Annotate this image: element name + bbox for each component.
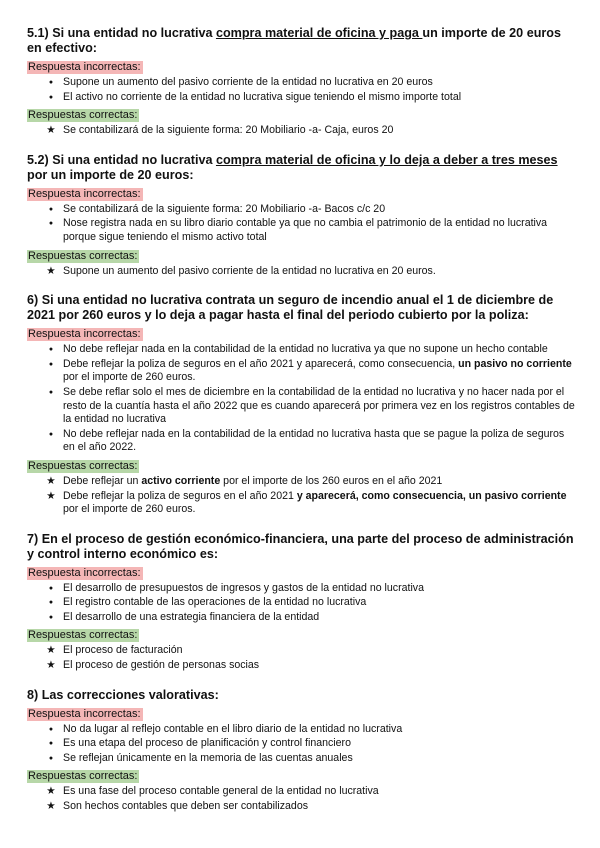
- bullet-icon: [45, 91, 57, 106]
- incorrect-answers-list: [27, 76, 575, 104]
- list-item: ★ Supone un aumento del pasivo corriente de la entidad no lucrativa en 20 euros.: [27, 265, 575, 279]
- bullet-icon: [45, 386, 57, 401]
- list-item: ● Nose registra nada en su libro diario contable ya que no cambia el patrimonio de la entidad no lucrativa porque sigue teniendo el mismo activo total: [27, 217, 575, 244]
- list-item: ● No da lugar al reflejo contable en el libro diario de la entidad no lucrativa: [27, 723, 575, 737]
- list-item: ★ El proceso de gestión de personas socias: [27, 659, 575, 673]
- question-8: [27, 688, 575, 814]
- correct-answers-label: Respuestas correctas:: [28, 629, 138, 642]
- list-item: ★ Son hechos contables que deben ser contabilizados: [27, 800, 575, 814]
- bullet-icon: [45, 358, 57, 373]
- list-item: ● Se debe reflar solo el mes de diciembre en la contabilidad de la entidad no lucrativa y no hacer nada por el resto de la cuantía hasta el año 2022 que es cuando aparecerá por primera vez en los registros contables de la entidad no lucrativa: [27, 386, 575, 427]
- list-item: ● Se contabilizará de la siguiente forma: 20 Mobiliario -a- Bacos c/c 20: [27, 203, 575, 217]
- bullet-icon: [45, 723, 57, 738]
- list-item: ● Supone un aumento del pasivo corriente de la entidad no lucrativa en 20 euros: [27, 76, 575, 90]
- question-title: 7) En el proceso de gestión económico-financiera, una parte del proceso de administración y control interno económico es:: [27, 531, 574, 561]
- question-5-2: [27, 153, 575, 278]
- correct-answers-list: [27, 265, 575, 279]
- bullet-icon: [45, 217, 57, 232]
- question-title: 8) Las correcciones valorativas:: [27, 687, 219, 702]
- bullet-icon: [45, 343, 57, 358]
- incorrect-answers-list: [27, 723, 575, 766]
- correct-answers-list: [27, 644, 575, 672]
- bullet-icon: [45, 76, 57, 91]
- bullet-icon: [45, 737, 57, 752]
- list-item: ★ Debe reflejar un activo corriente por el importe de los 260 euros en el año 2021: [27, 475, 575, 489]
- bullet-icon: [45, 203, 57, 218]
- star-icon: [45, 124, 57, 138]
- bullet-icon: [45, 611, 57, 626]
- question-title: 5.2) Si una entidad no lucrativa compra material de oficina y lo deja a deber a tres meses por un importe de 20 euros:: [27, 152, 558, 182]
- correct-answers-label: Respuestas correctas:: [28, 770, 138, 783]
- list-item: ★ El proceso de facturación: [27, 644, 575, 658]
- correct-answers-label: Respuestas correctas:: [28, 459, 138, 472]
- question-7: [27, 532, 575, 673]
- list-item: ● Es una etapa del proceso de planificación y control financiero: [27, 737, 575, 751]
- list-item: ● El registro contable de las operaciones de la entidad no lucrativa: [27, 596, 575, 610]
- question-title: 5.1) Si una entidad no lucrativa compra material de oficina y paga un importe de 20 euros en efectivo:: [27, 26, 561, 55]
- incorrect-answers-label: Respuesta incorrectas:: [28, 707, 141, 720]
- correct-answers-list: [27, 785, 575, 813]
- correct-answers-list: [27, 124, 575, 138]
- incorrect-answers-list: [27, 343, 575, 455]
- bullet-icon: [45, 428, 57, 443]
- list-item: ★ Debe reflejar la poliza de seguros en el año 2021 y aparecerá, como consecuencia, un pasivo corriente por el importe de 260 euros.: [27, 490, 575, 517]
- list-item: ● No debe reflejar nada en la contabilidad de la entidad no lucrativa hasta que se pague la poliza de seguros en el año 2022.: [27, 428, 575, 455]
- star-icon: [45, 475, 57, 489]
- star-icon: [45, 644, 57, 658]
- list-item: ★ Es una fase del proceso contable general de la entidad no lucrativa: [27, 785, 575, 799]
- star-icon: [45, 800, 57, 814]
- list-item: ● El desarrollo de presupuestos de ingresos y gastos de la entidad no lucrativa: [27, 582, 575, 596]
- bullet-icon: [45, 752, 57, 767]
- question-6: [27, 293, 575, 517]
- star-icon: [45, 265, 57, 279]
- incorrect-answers-list: [27, 203, 575, 245]
- incorrect-answers-label: Respuesta incorrectas:: [28, 61, 141, 73]
- star-icon: [45, 490, 57, 504]
- incorrect-answers-list: [27, 582, 575, 625]
- correct-answers-list: [27, 475, 575, 517]
- incorrect-answers-label: Respuesta incorrectas:: [28, 328, 141, 341]
- star-icon: [45, 785, 57, 799]
- correct-answers-label: Respuestas correctas:: [28, 109, 138, 122]
- bullet-icon: [45, 596, 57, 611]
- bullet-icon: [45, 582, 57, 597]
- list-item: ★ Se contabilizará de la siguiente forma: 20 Mobiliario -a- Caja, euros 20: [27, 124, 575, 138]
- document-page: [27, 26, 575, 829]
- question-title: 6) Si una entidad no lucrativa contrata un seguro de incendio anual el 1 de diciembre de 2021 por 260 euros y lo deja a pagar hasta el final del periodo cubierto por la poliza:: [27, 293, 554, 323]
- star-icon: [45, 659, 57, 673]
- question-5-1: [27, 26, 575, 138]
- correct-answers-label: Respuestas correctas:: [28, 249, 138, 262]
- list-item: ● Debe reflejar la poliza de seguros en el año 2021 y aparecerá, como consecuencia, un pasivo no corriente por el importe de 260 euros.: [27, 358, 575, 385]
- list-item: ● El activo no corriente de la entidad no lucrativa sigue teniendo el mismo importe total: [27, 91, 575, 105]
- list-item: ● El desarrollo de una estrategia financiera de la entidad: [27, 611, 575, 625]
- list-item: ● Se reflejan únicamente en la memoria de las cuentas anuales: [27, 752, 575, 766]
- incorrect-answers-label: Respuesta incorrectas:: [28, 566, 141, 579]
- list-item: ● No debe reflejar nada en la contabilidad de la entidad no lucrativa ya que no supone un hecho contable: [27, 343, 575, 357]
- incorrect-answers-label: Respuesta incorrectas:: [28, 187, 141, 200]
